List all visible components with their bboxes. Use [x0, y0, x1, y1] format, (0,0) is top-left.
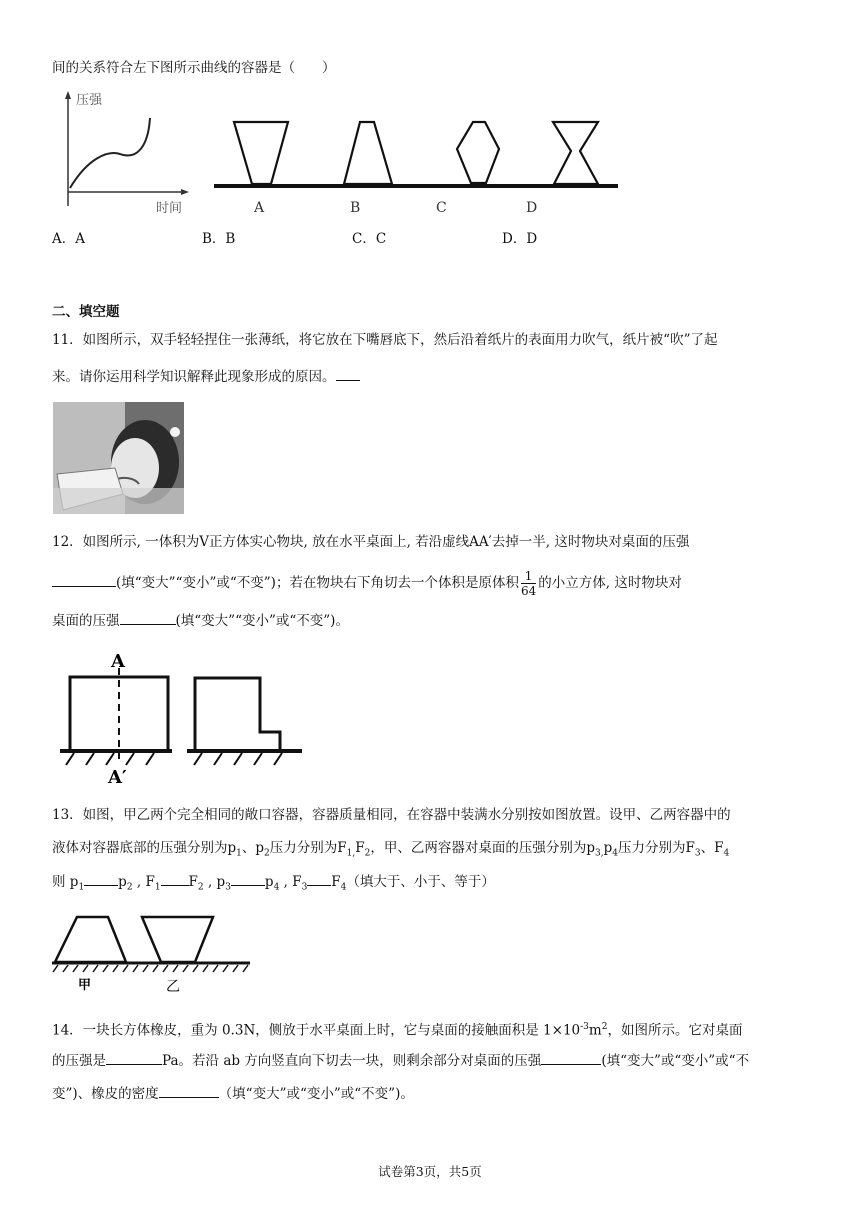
q14-blank-3[interactable]: [159, 1083, 219, 1098]
q11-line1: 11．如图所示，双手轻轻捏住一张薄纸，将它放在下嘴唇底下，然后沿着纸片的表面用力吹气，纸片被“吹”了起: [52, 332, 718, 348]
option-a[interactable]: A．A: [52, 231, 85, 247]
pressure-time-graph: [58, 88, 198, 218]
q13-line3: 则 $p_1$ $p_2$ , $F_1$ $F_2$ , $p_3$ $p_4$ , $F_3$ $F_4$（填大于、小于、等于）: [52, 871, 495, 898]
q14-line3: 变”)、橡皮的密度 （填“变大”或“变小”或“不变”)。: [52, 1083, 414, 1104]
label-a-bottom: A′: [108, 767, 127, 788]
label-a-top: A: [111, 651, 125, 672]
q14-blank-2[interactable]: [541, 1050, 601, 1065]
container-label-d: D: [526, 200, 538, 216]
q12-blank-2[interactable]: [120, 610, 176, 625]
containers-figure: [212, 115, 622, 220]
container-d: [553, 122, 598, 184]
cube-figure: [50, 650, 310, 790]
q13-blank-4[interactable]: [307, 871, 331, 886]
fraction-1-64: $\frac{1}{64}$: [520, 569, 537, 598]
option-b[interactable]: B．B: [202, 231, 236, 247]
q10-stem: 间的关系符合左下图所示曲线的容器是（ ）: [52, 60, 336, 76]
q14-line1: 14．一块长方体橡皮，重为 0.3N，侧放于水平桌面上时，它与桌面的接触面积是 $1\times 10^{-3}m^2$，如图所示。它对桌面: [52, 1022, 743, 1039]
q12-blank-1[interactable]: [52, 572, 116, 587]
container-b: [344, 122, 392, 184]
q13-line2: 液体对容器底部的压强分别为$p_1$、$p_2$压力分别为$F_{1,}F_2$，甲、乙两容器对桌面的压强分别为$p_{3,}p_4$压力分别为$F_3$、$F_4$: [52, 840, 730, 859]
container-a: [234, 122, 288, 184]
container-yi: [142, 917, 213, 962]
label-jia: 甲: [78, 978, 92, 993]
container-jia: [55, 917, 126, 962]
q12-line2: (填“变大”“变小”或“不变”)；若在物块右下角切去一个体积是原体积 $\frac{1}{64}$ 的小立方体, 这时物块对: [52, 568, 682, 598]
page-footer: 试卷第3页，共5页: [378, 1164, 482, 1179]
q13-line1: 13．如图，甲乙两个完全相同的敞口容器，容器质量相同，在容器中装满水分别按如图放置。设甲、乙两容器中的: [52, 807, 731, 823]
q13-blank-1[interactable]: [84, 871, 118, 886]
q11-answer-blank[interactable]: [336, 366, 360, 381]
container-label-a: A: [254, 200, 265, 216]
q14-blank-1[interactable]: [106, 1050, 162, 1065]
q13-blank-2[interactable]: [161, 871, 189, 886]
container-label-b: B: [350, 200, 361, 216]
containers-jia-yi-figure: [50, 905, 290, 995]
container-c: [457, 122, 499, 183]
label-yi: 乙: [166, 979, 180, 995]
girl-blowing-paper-photo: [53, 402, 184, 514]
graph-x-label: 时间: [156, 201, 183, 216]
section-title: 二、填空题: [52, 304, 120, 320]
option-d[interactable]: D．D: [502, 231, 538, 247]
graph-y-label: 压强: [76, 93, 103, 108]
option-c[interactable]: C．C: [352, 231, 387, 247]
q13-blank-3[interactable]: [231, 871, 265, 886]
q14-line2: 的压强是 Pa。若沿 ab 方向竖直向下切去一块，则剩余部分对桌面的压强 (填“变大”或“变小”或“不: [52, 1050, 749, 1071]
q11-line2: 来。请你运用科学知识解释此现象形成的原因。: [52, 366, 360, 387]
q12-line1: 12．如图所示, 一体积为V正方体实心物块, 放在水平桌面上, 若沿虚线AA′去掉一半, 这时物块对桌面的压强: [52, 534, 690, 550]
q12-line3: 桌面的压强 (填“变大”“变小”或“不变”)。: [52, 610, 349, 631]
container-label-c: C: [436, 200, 447, 216]
